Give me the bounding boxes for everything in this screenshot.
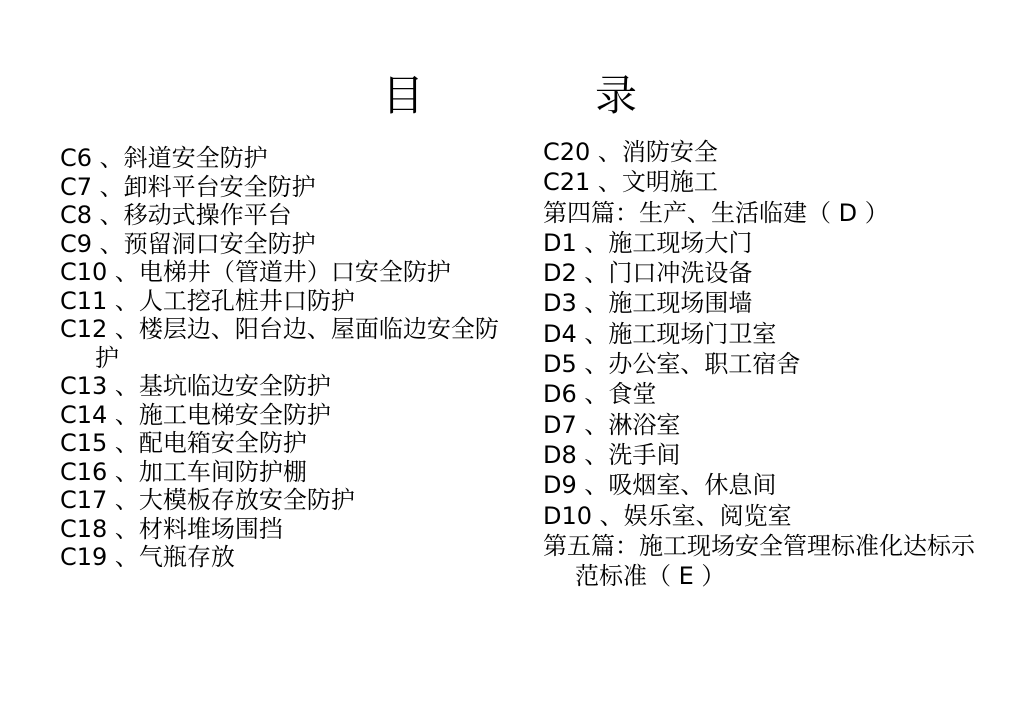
toc-item: D5 、办公室、职工宿舍 — [543, 350, 801, 379]
toc-left-column — [60, 144, 500, 572]
toc-item: D9 、吸烟室、休息间 — [543, 471, 777, 500]
toc-item: C18 、材料堆场围挡 — [60, 514, 283, 543]
toc-item: C10 、电梯井（管道井）口安全防护 — [60, 258, 451, 286]
toc-item: C19 、气瓶存放 — [60, 543, 235, 571]
toc-item: C6 、斜道安全防护 — [60, 144, 268, 172]
title-char-2: 录 — [595, 71, 638, 120]
toc-item: C16 、加工车间防护棚 — [60, 457, 307, 486]
toc-item: D1 、施工现场大门 — [543, 228, 753, 257]
toc-item: C13 、基坑临边安全防护 — [60, 372, 331, 400]
toc-section-heading: 第五篇：施工现场安全管理标准化达标示范标准（ E ） — [543, 531, 975, 591]
toc-item: D3 、施工现场围墙 — [543, 289, 753, 318]
toc-item: C7 、卸料平台安全防护 — [60, 172, 316, 201]
toc-item: C12 、楼层边、阳台边、屋面临边安全防护 — [60, 315, 499, 372]
toc-item: C20 、消防安全 — [543, 138, 718, 166]
toc-item: D4 、施工现场门卫室 — [543, 319, 777, 348]
toc-item: D6 、食堂 — [543, 380, 657, 409]
toc-item: C8 、移动式操作平台 — [60, 201, 292, 229]
title-char-1: 目 — [382, 71, 425, 120]
toc-item: C17 、大模板存放安全防护 — [60, 486, 355, 514]
toc-right-column — [543, 137, 983, 591]
toc-section-heading: 第四篇：生产、生活临建（ D ） — [543, 198, 889, 227]
toc-item: D10 、娱乐室、阅览室 — [543, 501, 792, 530]
toc-item: D7 、淋浴室 — [543, 410, 681, 439]
toc-item: C15 、配电箱安全防护 — [60, 429, 307, 457]
toc-item: C14 、施工电梯安全防护 — [60, 400, 331, 429]
toc-item: C9 、预留洞口安全防护 — [60, 229, 316, 258]
toc-item: C11 、人工挖孔桩井口防护 — [60, 286, 355, 315]
page-title — [0, 72, 1024, 124]
toc-item: C21 、文明施工 — [543, 168, 718, 197]
toc-item: D2 、门口冲洗设备 — [543, 259, 753, 288]
toc-item: D8 、洗手间 — [543, 440, 681, 469]
